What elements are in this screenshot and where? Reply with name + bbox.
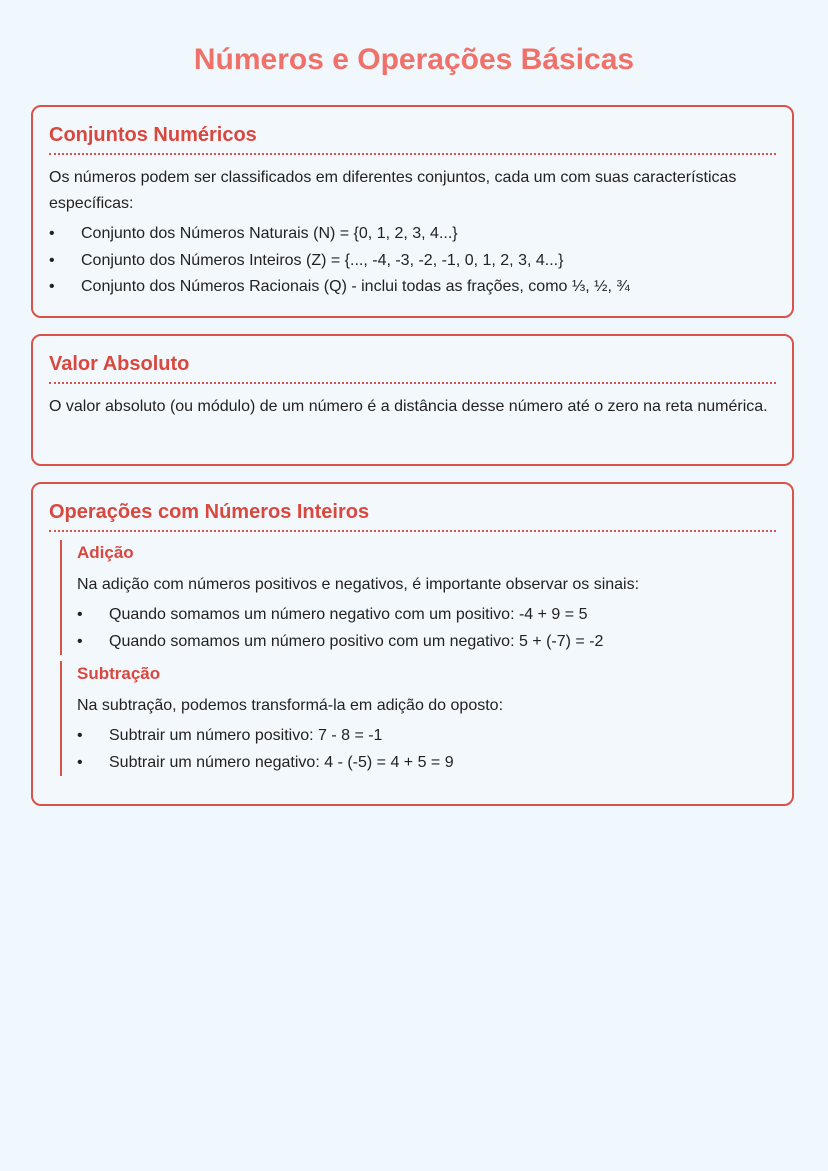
bullet-list	[77, 602, 776, 655]
list-item-text: Conjunto dos Números Inteiros (Z) = {..., -4, -3, -2, -1, 0, 1, 2, 3, 4...}	[81, 251, 564, 269]
list-item-text: Subtrair um número positivo: 7 - 8 = -1	[109, 727, 383, 744]
list-item-text: Quando somamos um número negativo com um positivo: -4 + 9 = 5	[109, 606, 588, 623]
card-valor-absoluto	[31, 334, 794, 466]
list-item	[77, 629, 776, 656]
bullet-icon: •	[77, 753, 83, 771]
bullet-icon: •	[77, 727, 83, 744]
bullet-list	[77, 723, 776, 776]
subsection-title: Adição	[77, 543, 134, 562]
list-item-text: Conjunto dos Números Racionais (Q) - inclui todas as frações, como ⅓, ½, ¾	[81, 278, 630, 295]
section-text: Os números podem ser classificados em diferentes conjuntos, cada um com suas características específicas:	[49, 169, 737, 212]
list-item	[49, 248, 776, 275]
list-item	[77, 602, 776, 629]
section-title: Valor Absoluto	[49, 350, 776, 384]
page-title: Números e Operações Básicas	[193, 43, 635, 76]
subsection-subtracao	[60, 661, 776, 776]
list-item-text: Subtrair um número negativo: 4 - (-5) = 4 + 5 = 9	[109, 753, 454, 771]
list-item	[49, 274, 776, 301]
list-item-text: Conjunto dos Números Naturais (N) = {0, 1, 2, 3, 4...}	[81, 225, 458, 242]
section-text: O valor absoluto (ou módulo) de um número é a distância desse número até o zero na reta numérica.	[49, 398, 768, 415]
bullet-icon: •	[77, 632, 83, 650]
list-item-text: Quando somamos um número positivo com um negativo: 5 + (-7) = -2	[109, 632, 604, 650]
subsection-text: Na adição com números positivos e negativos, é importante observar os sinais:	[77, 576, 640, 593]
subsection-adicao	[60, 540, 776, 655]
list-item	[77, 750, 776, 777]
list-item	[49, 221, 776, 248]
card-conjuntos-numericos	[31, 105, 794, 318]
bullet-icon: •	[49, 225, 55, 242]
subsection-text: Na subtração, podemos transformá-la em adição do oposto:	[77, 697, 504, 714]
list-item	[77, 723, 776, 750]
bullet-icon: •	[77, 606, 83, 623]
section-title: Operações com Números Inteiros	[49, 498, 776, 532]
card-operacoes-inteiros	[31, 482, 794, 806]
bullet-list	[49, 221, 776, 301]
section-title: Conjuntos Numéricos	[49, 121, 776, 155]
bullet-icon: •	[49, 278, 55, 295]
subsection-title: Subtração	[77, 664, 161, 683]
bullet-icon: •	[49, 251, 55, 269]
